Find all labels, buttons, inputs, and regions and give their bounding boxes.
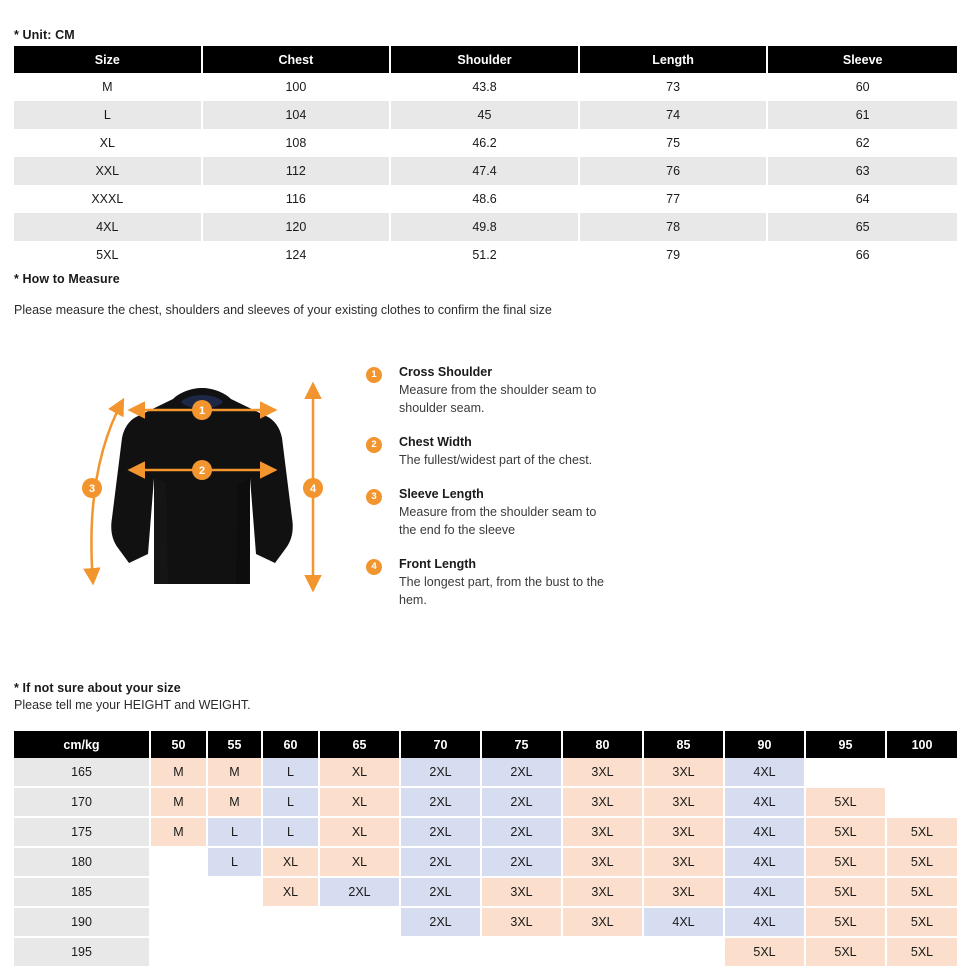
matrix-size-cell <box>482 938 563 968</box>
matrix-weight-header: 55 <box>208 731 263 758</box>
matrix-size-cell: 5XL <box>806 938 887 968</box>
marker-1-label: 1 <box>198 405 206 417</box>
legend-item-cross-shoulder <box>366 365 666 417</box>
matrix-size-cell <box>208 878 263 908</box>
legend-badge-4: 4 <box>366 559 382 575</box>
matrix-weight-header: 90 <box>725 731 806 758</box>
matrix-weight-header: 60 <box>263 731 320 758</box>
matrix-size-cell: 3XL <box>563 908 644 938</box>
size-table-value-cell: 124 <box>203 241 392 269</box>
measurement-legend <box>366 365 666 627</box>
matrix-size-cell: 2XL <box>482 848 563 878</box>
size-table-value-cell: 47.4 <box>391 157 580 185</box>
matrix-size-cell: 2XL <box>401 848 482 878</box>
matrix-size-cell: 2XL <box>320 878 401 908</box>
size-table-size-cell: 5XL <box>14 241 203 269</box>
matrix-row <box>14 938 957 968</box>
matrix-size-cell: 3XL <box>563 788 644 818</box>
matrix-height-label: 195 <box>14 938 151 968</box>
matrix-size-cell: 2XL <box>401 818 482 848</box>
marker-2-label: 2 <box>198 465 206 477</box>
matrix-size-cell <box>320 938 401 968</box>
size-table-value-cell: 108 <box>203 129 392 157</box>
legend-title: Chest Width <box>399 435 472 449</box>
size-table-header-cell: Size <box>14 46 203 73</box>
matrix-size-cell: 5XL <box>887 878 957 908</box>
size-table-row <box>14 101 957 129</box>
marker-3-label: 3 <box>88 483 96 495</box>
size-table-value-cell: 46.2 <box>391 129 580 157</box>
matrix-size-cell: 3XL <box>563 878 644 908</box>
size-table-value-cell: 45 <box>391 101 580 129</box>
matrix-size-cell: 5XL <box>806 788 887 818</box>
matrix-size-cell: L <box>208 848 263 878</box>
size-table-container <box>14 46 957 269</box>
matrix-size-cell: 5XL <box>806 908 887 938</box>
legend-title: Front Length <box>399 557 477 571</box>
legend-description: The longest part, from the bust to the hem. <box>399 575 604 607</box>
matrix-size-cell: 3XL <box>644 848 725 878</box>
matrix-size-cell <box>151 908 208 938</box>
matrix-size-cell: XL <box>263 878 320 908</box>
matrix-weight-header: 85 <box>644 731 725 758</box>
matrix-size-cell: 5XL <box>887 908 957 938</box>
matrix-size-cell: 2XL <box>401 788 482 818</box>
matrix-size-cell: XL <box>320 818 401 848</box>
matrix-size-cell: XL <box>320 758 401 788</box>
matrix-size-cell: 2XL <box>482 758 563 788</box>
size-table-value-cell: 61 <box>768 101 957 129</box>
matrix-size-cell: 3XL <box>644 818 725 848</box>
garment-measurement-diagram <box>70 358 335 623</box>
legend-description: Measure from the shoulder seam to the end fo the sleeve <box>399 505 597 537</box>
legend-title: Sleeve Length <box>399 487 484 501</box>
size-table-size-cell: L <box>14 101 203 129</box>
matrix-size-cell: 5XL <box>887 848 957 878</box>
size-table-value-cell: 62 <box>768 129 957 157</box>
matrix-size-cell <box>208 938 263 968</box>
marker-4-label: 4 <box>309 483 317 495</box>
matrix-size-cell: 5XL <box>887 938 957 968</box>
height-weight-matrix <box>14 731 957 968</box>
legend-item-sleeve-length <box>366 487 666 539</box>
matrix-size-cell: 3XL <box>482 878 563 908</box>
matrix-size-cell: M <box>208 758 263 788</box>
matrix-size-cell: M <box>208 788 263 818</box>
matrix-size-cell: 4XL <box>725 908 806 938</box>
matrix-size-cell: 4XL <box>725 758 806 788</box>
matrix-size-cell: 4XL <box>725 788 806 818</box>
matrix-height-label: 165 <box>14 758 151 788</box>
matrix-size-cell: 3XL <box>482 908 563 938</box>
size-table-value-cell: 74 <box>580 101 769 129</box>
not-sure-title: * If not sure about your size <box>14 681 181 695</box>
matrix-size-cell: 5XL <box>806 818 887 848</box>
matrix-height-label: 190 <box>14 908 151 938</box>
size-table-value-cell: 65 <box>768 213 957 241</box>
matrix-row <box>14 848 957 878</box>
matrix-row <box>14 788 957 818</box>
matrix-size-cell: 3XL <box>563 818 644 848</box>
size-table-value-cell: 116 <box>203 185 392 213</box>
size-table-size-cell: XXXL <box>14 185 203 213</box>
size-table-value-cell: 75 <box>580 129 769 157</box>
how-to-measure-text: Please measure the chest, shoulders and sleeves of your existing clothes to confirm the final size <box>14 303 552 317</box>
height-weight-matrix-container <box>14 731 957 968</box>
matrix-header-row <box>14 731 957 758</box>
matrix-row <box>14 818 957 848</box>
matrix-size-cell: XL <box>320 788 401 818</box>
matrix-weight-header: 95 <box>806 731 887 758</box>
legend-title: Cross Shoulder <box>399 365 493 379</box>
matrix-size-cell: 5XL <box>806 848 887 878</box>
legend-description: The fullest/widest part of the chest. <box>399 453 593 467</box>
size-table-size-cell: XXL <box>14 157 203 185</box>
matrix-size-cell <box>151 878 208 908</box>
matrix-size-cell: 2XL <box>482 788 563 818</box>
matrix-size-cell: 3XL <box>644 758 725 788</box>
legend-badge-3: 3 <box>366 489 382 505</box>
matrix-weight-header: 50 <box>151 731 208 758</box>
size-table-value-cell: 112 <box>203 157 392 185</box>
matrix-corner-label: cm/kg <box>14 731 151 758</box>
matrix-size-cell <box>263 938 320 968</box>
size-table-value-cell: 73 <box>580 73 769 101</box>
matrix-size-cell <box>887 758 957 788</box>
size-table-value-cell: 77 <box>580 185 769 213</box>
matrix-size-cell: 4XL <box>725 878 806 908</box>
matrix-size-cell: 2XL <box>401 758 482 788</box>
matrix-size-cell <box>320 908 401 938</box>
size-table-body <box>14 73 957 269</box>
matrix-height-label: 180 <box>14 848 151 878</box>
how-to-measure-title: * How to Measure <box>14 272 120 286</box>
matrix-size-cell <box>887 788 957 818</box>
size-table-value-cell: 100 <box>203 73 392 101</box>
legend-item-front-length <box>366 557 666 609</box>
matrix-size-cell: 3XL <box>644 788 725 818</box>
size-table-row <box>14 241 957 269</box>
matrix-weight-header: 80 <box>563 731 644 758</box>
matrix-size-cell: XL <box>320 848 401 878</box>
size-table-size-cell: 4XL <box>14 213 203 241</box>
size-table-row <box>14 129 957 157</box>
size-table-value-cell: 51.2 <box>391 241 580 269</box>
matrix-size-cell: 4XL <box>725 848 806 878</box>
size-table-row <box>14 157 957 185</box>
not-sure-text: Please tell me your HEIGHT and WEIGHT. <box>14 698 251 712</box>
matrix-size-cell: 3XL <box>644 878 725 908</box>
matrix-size-cell: 5XL <box>725 938 806 968</box>
size-table-value-cell: 79 <box>580 241 769 269</box>
matrix-size-cell: 3XL <box>563 848 644 878</box>
size-table-row <box>14 185 957 213</box>
matrix-size-cell: XL <box>263 848 320 878</box>
matrix-row <box>14 758 957 788</box>
matrix-size-cell <box>263 908 320 938</box>
size-table-row <box>14 213 957 241</box>
legend-item-chest-width <box>366 435 666 469</box>
size-table-value-cell: 120 <box>203 213 392 241</box>
matrix-height-label: 175 <box>14 818 151 848</box>
unit-note: * Unit: CM <box>14 28 75 42</box>
size-table-header-row <box>14 46 957 73</box>
size-table-value-cell: 63 <box>768 157 957 185</box>
matrix-weight-header: 75 <box>482 731 563 758</box>
size-table-value-cell: 43.8 <box>391 73 580 101</box>
matrix-row <box>14 908 957 938</box>
size-table-header-cell: Chest <box>203 46 392 73</box>
size-table-row <box>14 73 957 101</box>
matrix-size-cell: 5XL <box>806 878 887 908</box>
matrix-size-cell: 2XL <box>482 818 563 848</box>
size-table-value-cell: 64 <box>768 185 957 213</box>
matrix-size-cell: L <box>263 788 320 818</box>
size-table-value-cell: 49.8 <box>391 213 580 241</box>
matrix-weight-header: 70 <box>401 731 482 758</box>
size-table-header-cell: Length <box>580 46 769 73</box>
size-table-header-cell: Shoulder <box>391 46 580 73</box>
matrix-size-cell: L <box>263 758 320 788</box>
matrix-size-cell: 4XL <box>644 908 725 938</box>
matrix-size-cell <box>644 938 725 968</box>
matrix-size-cell: M <box>151 818 208 848</box>
matrix-size-cell <box>806 758 887 788</box>
matrix-size-cell: 2XL <box>401 878 482 908</box>
matrix-size-cell <box>401 938 482 968</box>
matrix-size-cell: L <box>208 818 263 848</box>
matrix-size-cell: 2XL <box>401 908 482 938</box>
size-table-value-cell: 76 <box>580 157 769 185</box>
size-table-value-cell: 60 <box>768 73 957 101</box>
size-table-size-cell: M <box>14 73 203 101</box>
matrix-size-cell: M <box>151 788 208 818</box>
size-table-value-cell: 66 <box>768 241 957 269</box>
matrix-size-cell: M <box>151 758 208 788</box>
matrix-size-cell: 5XL <box>887 818 957 848</box>
matrix-size-cell: 4XL <box>725 818 806 848</box>
size-table <box>14 46 957 269</box>
matrix-size-cell <box>151 848 208 878</box>
matrix-row <box>14 878 957 908</box>
matrix-weight-header: 65 <box>320 731 401 758</box>
size-table-value-cell: 48.6 <box>391 185 580 213</box>
matrix-weight-header: 100 <box>887 731 957 758</box>
size-table-size-cell: XL <box>14 129 203 157</box>
matrix-body <box>14 758 957 968</box>
legend-badge-1: 1 <box>366 367 382 383</box>
matrix-size-cell: L <box>263 818 320 848</box>
matrix-size-cell <box>563 938 644 968</box>
legend-badge-2: 2 <box>366 437 382 453</box>
matrix-height-label: 185 <box>14 878 151 908</box>
size-table-header-cell: Sleeve <box>768 46 957 73</box>
legend-description: Measure from the shoulder seam to shoulder seam. <box>399 383 597 415</box>
size-table-value-cell: 78 <box>580 213 769 241</box>
matrix-size-cell <box>151 938 208 968</box>
matrix-height-label: 170 <box>14 788 151 818</box>
size-table-value-cell: 104 <box>203 101 392 129</box>
matrix-size-cell <box>208 908 263 938</box>
matrix-size-cell: 3XL <box>563 758 644 788</box>
